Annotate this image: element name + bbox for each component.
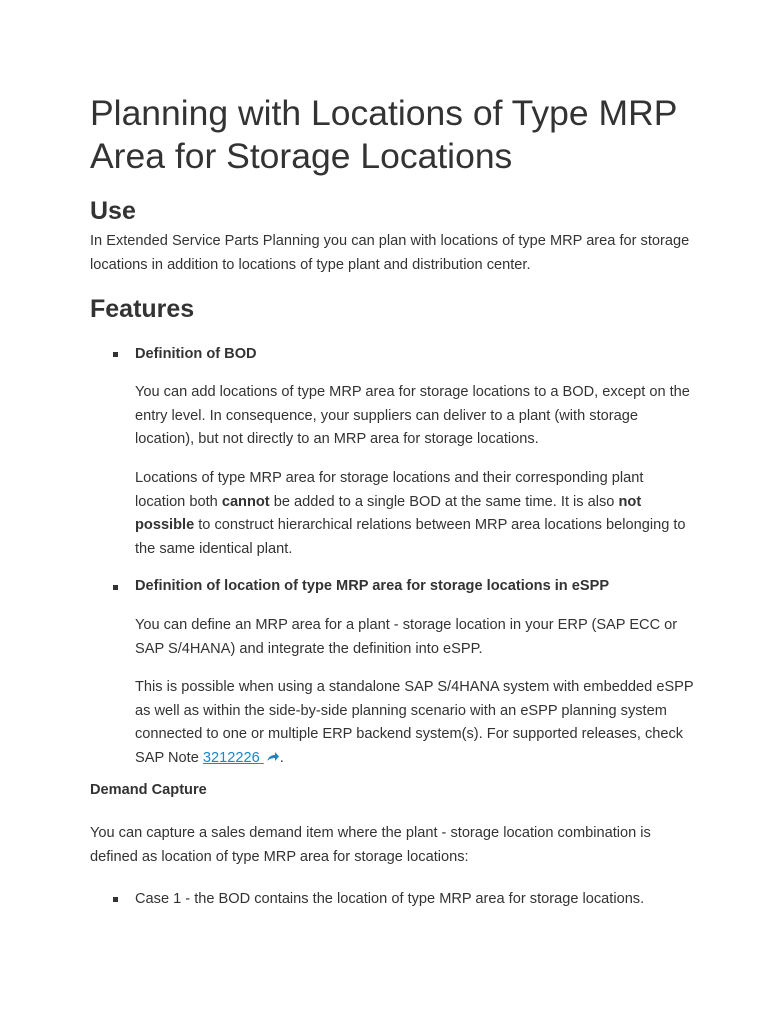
bod-definition-title: Definition of BOD — [135, 346, 257, 362]
features-heading: Features — [90, 295, 195, 323]
bullet-icon — [113, 585, 118, 590]
sap-note-link-text[interactable]: 3212226 — [202, 749, 260, 766]
bod-restriction-part: be added to a single BOD at the same time. It is also — [269, 493, 619, 510]
case1-text: Case 1 - the BOD contains the location of type MRP area for storage locations. — [135, 891, 645, 907]
external-link-icon[interactable] — [266, 751, 280, 763]
cannot-emphasis: cannot — [221, 493, 270, 510]
bod-restriction-part: to construct hierarchical relations between MRP area locations belonging to the same identical plant. — [135, 517, 686, 557]
bullet-icon — [113, 897, 118, 902]
espp-definition-title: Definition of location of type MRP area for storage locations in eSPP — [135, 578, 610, 594]
demand-capture-heading: Demand Capture — [90, 782, 207, 798]
sap-note-link[interactable] — [203, 750, 280, 766]
espp-scenario-end: . — [279, 749, 284, 766]
page-title: Planning with Locations of Type MRP Area for Storage Locations — [90, 93, 677, 176]
use-text: In Extended Service Parts Planning you can plan with locations of type MRP area for storage locations in addition to locations of type plant and distribution center. — [90, 233, 690, 273]
bod-restriction-part: Locations of type MRP area for storage locations and their corresponding plant location both — [135, 470, 644, 510]
not-possible-emphasis: not possible — [135, 493, 642, 533]
bod-definition-text: You can add locations of type MRP area for storage locations to a BOD, except on the entry level. In consequence, your suppliers can deliver to a plant (with storage location), but not directly to an MRP area for storage locations. — [135, 384, 690, 447]
espp-scenario-part: This is possible when using a standalone SAP S/4HANA system with embedded eSPP as well as within the side-by-side planning scenario with an eSPP planning system connected to one or multiple ERP backend system(s). For supported releases, check SAP Note — [135, 679, 694, 766]
bod-restriction-text — [135, 467, 695, 561]
use-heading: Use — [90, 197, 136, 225]
espp-definition-text: You can define an MRP area for a plant - storage location in your ERP (SAP ECC or SAP S/4HANA) and integrate the definition into eSPP. — [135, 617, 678, 657]
demand-capture-text: You can capture a sales demand item where the plant - storage location combination is defined as location of type MRP area for storage locations: — [90, 825, 651, 865]
espp-scenario-text — [135, 676, 695, 770]
bullet-icon — [113, 352, 118, 357]
